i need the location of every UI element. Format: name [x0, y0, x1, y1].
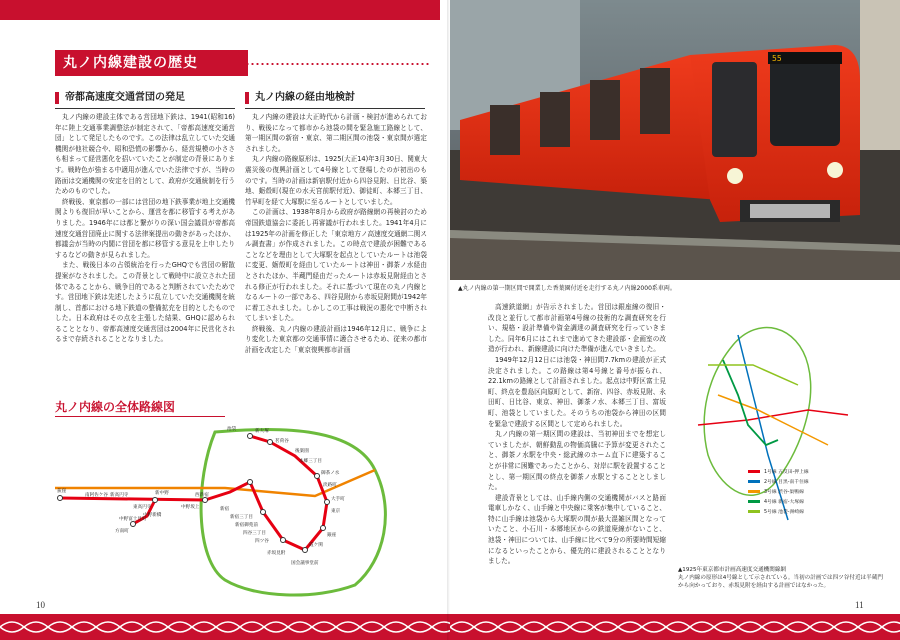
- station-dot: [325, 500, 330, 505]
- legend-label: 3号線 渋谷-巣鴨線: [764, 490, 804, 495]
- map-caption-body: 丸ノ内線の原形は4号線として示されている。当初の計画では四ツ谷付近は半蔵門から向かっており、赤坂見附を経由する計画ではなかった。: [678, 575, 883, 589]
- legend: [748, 468, 809, 515]
- paragraph: 高速鉄道網」が告示されました。営団は銀座線の復旧・改良と並行して都市計画第4号線の技術的な調査研究を行い、規格・設計準備や資金調達の調査研究を行っていきました。同年6月にはこれまで進めてきた建設部・企画室の改造が行われ、新線建設に向けた準備が進んでいきました。: [488, 303, 666, 354]
- map-caption: [678, 566, 888, 590]
- station-label: 方南町: [115, 529, 129, 534]
- paragraph: 丸ノ内線の建設主体である営団地下鉄は、1941(昭和16)年に陸上交通事業調整法が制定されて、「帝都高速度交通営団」として発足したものです。この法律は乱立していた交通機関が他社競合や、昭和恐慌の影響から、経営規模の小ささも相まって経営悪化を招いていたことが制定の背景にあります。戦時色が強まる中適用が進んでいた法律ですが、当時の路面は交通機関の安定を目的として、政府が交通統制を行うためのものでした。: [55, 113, 235, 196]
- paragraph: 建設背景としては、山手線内側の交通機関がバスと路面電車しかなく、山手線と中央線に乗客が集中していること、特に山手線は池袋から大塚駅の間が最大混雑区間となっていたこと、小石川・本郷地区からの鉄道廃線がないこと、池袋・神田については、山手線に比べて9分の所要時間短縮になるといったことから、優先的に建設されることとなりました。: [488, 493, 666, 566]
- station-dot: [153, 498, 158, 503]
- col2-heading-rule: [245, 108, 425, 109]
- legend-label: 5号線 池袋-洲崎線: [764, 510, 804, 515]
- col1-heading: 帝都高速度交通営団の発足: [55, 92, 185, 104]
- station-label: 銀座: [327, 533, 337, 538]
- station-dot: [131, 522, 136, 527]
- paragraph: 丸ノ内線の路線原形は、1925(大正14)年3月30日、関東大震災後の復興計画として4号線として登場したのが初出のものです。当時の計画は新宿駅付近から四谷見附、日比谷、築地、蛎殻町(現在の水天宮前駅付近)、御徒町、本郷三丁目、竹早町を経て大塚駅に至るルートとしていました。: [245, 155, 427, 206]
- train-number: 55: [772, 54, 782, 63]
- station-label: 御茶ノ水: [321, 471, 340, 476]
- paragraph: 丸ノ内線の第一期区間の建設は、当初神田までを想定していましたが、朝鮮動乱の物価高騰に予算が変更されたこと、御茶ノ水駅を中央・総武線のホーム直下に建築することが非常に困難であったことから、対岸に駅を設置することとし、第一期区間の終点を御茶ノ水駅とすることとしました。: [488, 430, 666, 492]
- station-dot: [268, 440, 273, 445]
- col1-heading-rule: [55, 108, 235, 109]
- ornament-pattern: [450, 614, 900, 640]
- station-label: 新宿: [220, 507, 230, 512]
- station-label: 中野坂上: [181, 505, 200, 510]
- station-dot: [203, 498, 208, 503]
- station-label: 淡路町: [323, 483, 337, 488]
- page-number-right: 11: [855, 600, 864, 610]
- station-label: 東高円寺: [133, 505, 152, 510]
- photo-caption: ▲丸ノ内線の第一期区間で開業した香葉園付近を走行する丸ノ内線2000系車両。: [458, 285, 676, 292]
- station-label: 赤坂見附: [267, 551, 286, 556]
- paragraph: 終戦後、丸ノ内線の建設計画は1946年12月に、戦争により変化した東京都の交通事情に適合させるため、従来の都市計画を改定した「東京復興都市計画: [245, 324, 427, 355]
- station-label: 大手町: [331, 497, 345, 502]
- station-label: 茗荷谷: [275, 439, 289, 444]
- paragraph: 丸ノ内線の建設は大正時代から計画・検討が進められており、戦後になって都市から池袋の間を緊急施工路線として、第一期区間の新宿・東京、第二期区間の池袋・東京間が選定されました。: [245, 113, 427, 153]
- station-label: 南阿佐ケ谷: [85, 493, 108, 498]
- station-label: 新高円寺: [110, 493, 129, 498]
- station-label: 新宿三丁目: [230, 515, 253, 520]
- paragraph: また、戦後日本の占領統治を行ったGHQでも営団の解散提案がなされました。この背景として戦時中に設立された団体であることから、戦争目的であると判断されていたためです。営団地下鉄は先述したように乱立していた交通機関を統制し、首都における地下鉄道の整備拡充を目的としたものでした。日本政府はその点を主張した結果、GHQに認められることとなり、帝都高速度交通営団は2004年に民営化されるまで存続されることとなりました。: [55, 261, 235, 344]
- right-col-body: [488, 302, 666, 567]
- top-red-band: [0, 0, 440, 20]
- station-label: 新宿御苑前: [235, 523, 258, 528]
- station-label: 霞ケ関: [309, 543, 323, 548]
- train-photo: [450, 0, 900, 280]
- ornament-pattern: [0, 614, 450, 640]
- station-dot: [281, 538, 286, 543]
- station-dot: [58, 496, 63, 501]
- station-label: 国会議事堂前: [291, 561, 319, 566]
- legend-label: 1号線 五反田-押上線: [764, 470, 809, 475]
- station-label: 池袋: [227, 427, 237, 432]
- train-illustration: [450, 0, 900, 280]
- historic-network-map: [678, 305, 878, 563]
- station-dot: [248, 434, 253, 439]
- station-label: 本郷三丁目: [299, 459, 322, 464]
- station-label: 新大塚: [255, 429, 269, 434]
- page-number-left: 10: [36, 600, 45, 610]
- station-label: 四谷三丁目: [243, 531, 266, 536]
- station-label: 東京: [331, 509, 341, 514]
- paragraph: 終戦後、東京都の一部には営団の地下鉄事業が地上交通機関よりも復旧が早いことから、運営を都に移管する考えがありました。1946年には都と繋がりの深い国会議員が帝都高速度交通営団廃止に関する法律案提出の動きがあったほか、都議会が当時の内閣に営団を都に移管する意見を上申したりするなどの動きが見られました。: [55, 197, 235, 259]
- col1-body: [55, 112, 235, 345]
- station-label: 新中野: [155, 491, 169, 496]
- station-label: 後楽園: [295, 449, 309, 454]
- legend-label: 2号線 目黒-南千住線: [764, 480, 809, 485]
- bottom-ornament-band: [0, 614, 450, 640]
- route-map: [55, 420, 445, 600]
- right-page: [450, 0, 900, 640]
- map-heading-rule: [55, 416, 225, 417]
- map-caption-title: ▲1925年東京都市計画高速度交通機関線網: [678, 567, 787, 573]
- col2-heading: 丸ノ内線の経由地検討: [245, 92, 355, 104]
- paragraph: この計画は、1938年8月から政府が路線網の再検討のため帝国鉄道協会に委託し再審議が行われました。1941年4月には1925年の計画を修正した「東京地方ノ高速度交通網二関スル調査書」が作成されました。この時点で建設が困難であることなどを理由として大塚駅を起点としていたルートは池袋に変更、蛎殻町を経由していたルートは神田・御茶ノ水経由とされたほか、半蔵門経由だったルートは赤坂見附経由とされる修正が行われました。それに基づいて現在の丸ノ内線となるルートの一部である、四谷見附から赤坂見附間が1942年に着工されました。しかしこの工事は戦況の悪化で中断されてしまいました。: [245, 208, 427, 323]
- station-dot: [261, 510, 266, 515]
- title-dotted-rule: [240, 63, 430, 65]
- station-label: 中野新橋: [143, 513, 162, 518]
- station-label: 西新宿: [195, 493, 209, 498]
- station-dot: [315, 474, 320, 479]
- section-title: 丸ノ内線建設の歴史: [55, 50, 248, 76]
- legend-label: 4号線 新宿-大塚線: [764, 500, 804, 505]
- bottom-ornament-band: [450, 614, 900, 640]
- station-dot: [321, 526, 326, 531]
- col2-body: [245, 112, 427, 356]
- station-dot: [248, 480, 253, 485]
- station-dot: [303, 548, 308, 553]
- paragraph: 1949年12月12日には池袋・神田間7.7kmの建設が正式決定されました。この路線は第4号線と番号が振られ、22.1kmの路線として計画されました。起点は中野区富士見町、終点を豊島区向原町として、新宿、四谷、赤坂見附、永田町、日比谷、東京、神田、御茶ノ水、本郷三丁目、富坂町、池袋としていました。そのうちの池袋から神田の区間を緊急で建設する区間として定められました。: [488, 355, 666, 428]
- map-heading: 丸ノ内線の全体路線図: [55, 400, 176, 414]
- station-label: 四ツ谷: [255, 539, 269, 544]
- station-label: 荻窪: [57, 489, 67, 494]
- station-label: 中野富士見町: [119, 517, 147, 522]
